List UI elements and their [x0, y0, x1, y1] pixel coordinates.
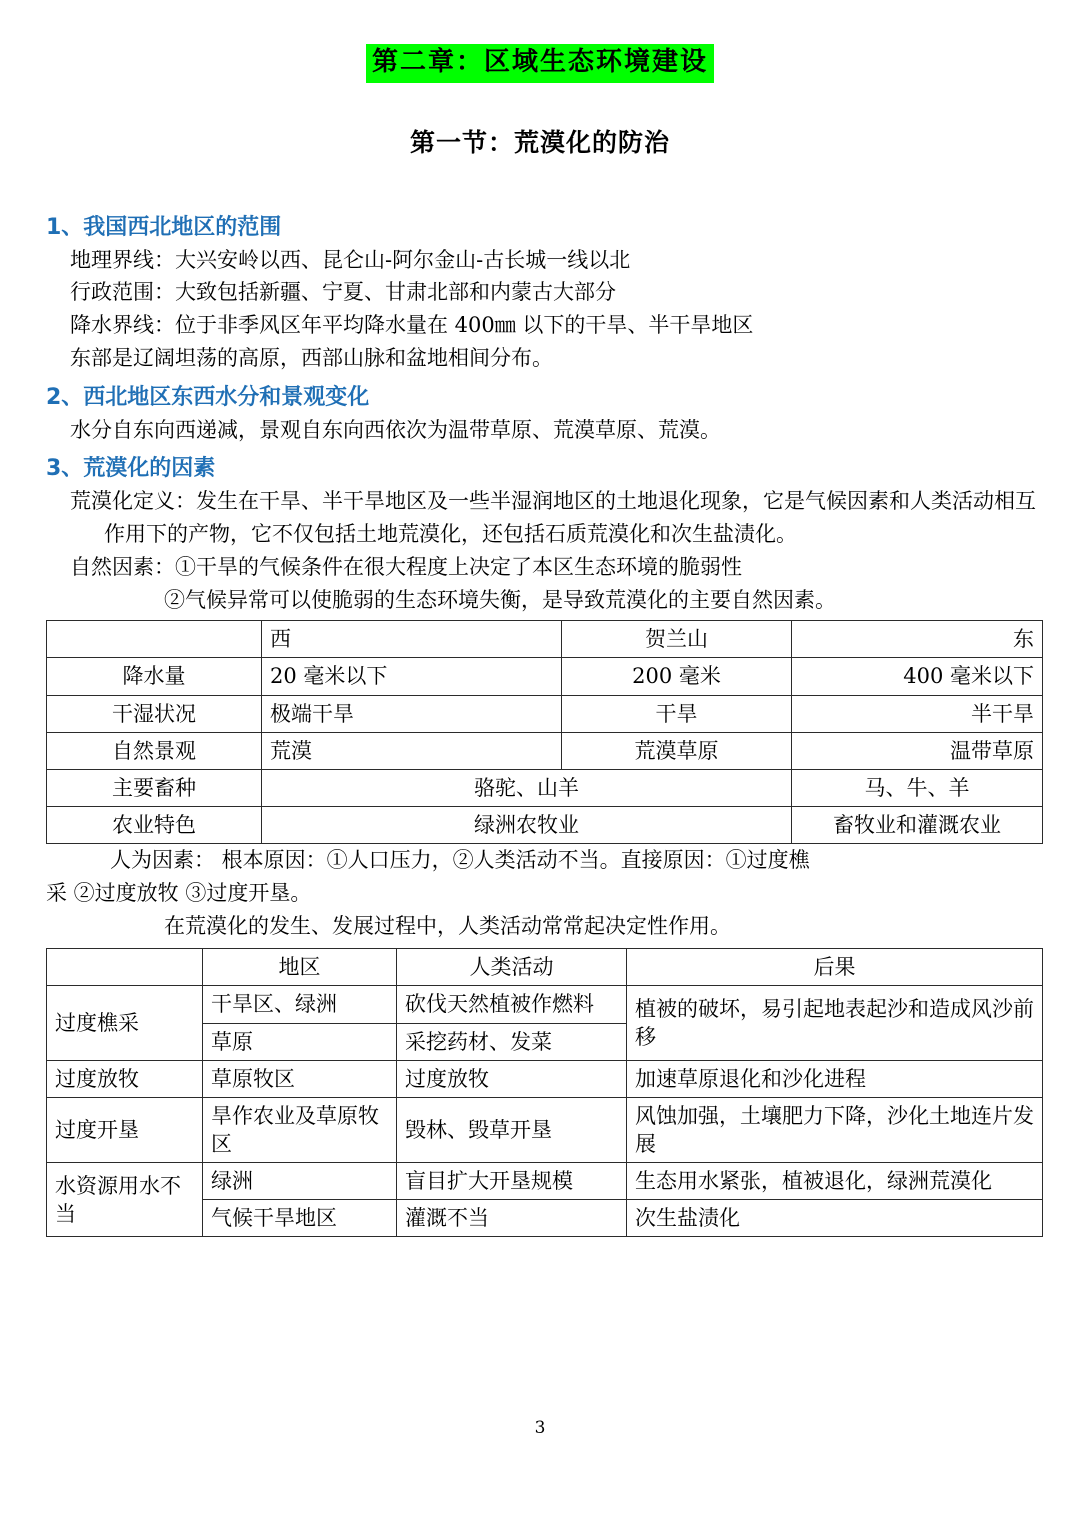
- t2-activity-0-0: 砍伐天然植被作燃料: [397, 986, 627, 1023]
- t1-merged0-right: 马、牛、羊: [792, 769, 1043, 806]
- t2-header-result: 后果: [627, 949, 1043, 986]
- table-human-activities: [46, 948, 1043, 1237]
- human-factors-line-2: 采 ②过度放牧 ③过度开垦。: [46, 880, 312, 905]
- table-row: [47, 949, 1043, 986]
- t2-activity-3-1: 灌溉不当: [397, 1200, 627, 1237]
- t2-region-2-0: 旱作农业及草原牧区: [203, 1097, 397, 1162]
- table-row: [47, 732, 1043, 769]
- t2-category-3: 水资源用水不当: [47, 1163, 203, 1237]
- t1-merged0-left: 骆驼、山羊: [262, 769, 792, 806]
- t1-merged1-label: 农业特色: [47, 806, 262, 843]
- t2-activity-1-0: 过度放牧: [397, 1060, 627, 1097]
- t2-result-3: 生态用水紧张，植被退化，绿洲荒漠化: [627, 1163, 1043, 1200]
- chapter-title-container: [0, 44, 1080, 83]
- human-factors-line-1: 人为因素： 根本原因：①人口压力，②人类活动不当。直接原因：①过度樵: [110, 848, 810, 872]
- table-row: [47, 695, 1043, 732]
- t2-region-1-0: 草原牧区: [203, 1060, 397, 1097]
- t1-row0-mid: 200 毫米: [562, 658, 792, 695]
- t1-header-east: 东: [792, 621, 1043, 658]
- t1-row2-label: 自然景观: [47, 732, 262, 769]
- t2-activity-3-0: 盲目扩大开垦规模: [397, 1163, 627, 1200]
- t1-header-west: 西: [262, 621, 562, 658]
- t1-row2-mid: 荒漠草原: [562, 732, 792, 769]
- t2-category-1: 过度放牧: [47, 1060, 203, 1097]
- natural-factor-1: 自然因素：①干旱的气候条件在很大程度上决定了本区生态环境的脆弱性: [70, 554, 742, 579]
- section-1-line-3: 降水界线：位于非季风区年平均降水量在 400㎜ 以下的干旱、半干旱地区: [70, 313, 754, 337]
- t1-row1-label: 干湿状况: [47, 695, 262, 732]
- t1-row0-label: 降水量: [47, 658, 262, 695]
- table-row: [47, 1060, 1043, 1097]
- t1-merged1-left: 绿洲农牧业: [262, 806, 792, 843]
- table-row: [47, 621, 1043, 658]
- section-heading-3: 3、荒漠化的因素: [46, 456, 216, 482]
- t2-result-1: 加速草原退化和沙化进程: [627, 1060, 1043, 1097]
- t1-row2-west: 荒漠: [262, 732, 562, 769]
- t2-activity-0-1: 采挖药材、发菜: [397, 1023, 627, 1060]
- table-row: [47, 658, 1043, 695]
- chapter-title: 第二章：区域生态环境建设: [366, 44, 714, 83]
- t1-row1-west: 极端干旱: [262, 695, 562, 732]
- t2-result-3b: 次生盐渍化: [627, 1200, 1043, 1237]
- t2-region-0-0: 干旱区、绿洲: [203, 986, 397, 1023]
- t2-result-0: 植被的破坏，易引起地表起沙和造成风沙前移: [627, 986, 1043, 1060]
- section-heading-1: 1、我国西北地区的范围: [46, 214, 282, 240]
- t2-header-blank: [47, 949, 203, 986]
- section-1-line-2: 行政范围：大致包括新疆、宁夏、甘肃北部和内蒙古大部分: [70, 280, 616, 305]
- t2-category-0: 过度樵采: [47, 986, 203, 1060]
- t1-header-blank: [47, 621, 262, 658]
- human-factors-line-3: 在荒漠化的发生、发展过程中，人类活动常常起决定性作用。: [164, 913, 731, 938]
- table-row: [47, 806, 1043, 843]
- t1-row1-east: 半干旱: [792, 695, 1043, 732]
- t1-header-helanshan: 贺兰山: [562, 621, 792, 658]
- section-1-line-4: 东部是辽阔坦荡的高原，西部山脉和盆地相间分布。: [70, 345, 553, 370]
- page-number: 3: [534, 1418, 546, 1438]
- section-title: 第一节：荒漠化的防治: [409, 127, 670, 157]
- t2-region-3-1: 气候干旱地区: [203, 1200, 397, 1237]
- section-title-container: [0, 123, 1080, 159]
- t2-region-3-0: 绿洲: [203, 1163, 397, 1200]
- t1-row1-mid: 干旱: [562, 695, 792, 732]
- table-west-east-gradient: [46, 620, 1043, 844]
- t2-header-region: 地区: [203, 949, 397, 986]
- section-2-line-1: 水分自东向西递减，景观自东向西依次为温带草原、荒漠草原、荒漠。: [70, 417, 721, 442]
- table-row: [47, 986, 1043, 1023]
- t2-header-activity: 人类活动: [397, 949, 627, 986]
- table-row: [47, 1097, 1043, 1162]
- t2-activity-2-0: 毁林、毁草开垦: [397, 1097, 627, 1162]
- t1-row0-west: 20 毫米以下: [262, 658, 562, 695]
- t1-row2-east: 温带草原: [792, 732, 1043, 769]
- t1-merged1-right: 畜牧业和灌溉农业: [792, 806, 1043, 843]
- t1-merged0-label: 主要畜种: [47, 769, 262, 806]
- document-body: [46, 211, 1042, 1238]
- table-row: [47, 769, 1043, 806]
- table-row: [47, 1163, 1043, 1200]
- t2-category-2: 过度开垦: [47, 1097, 203, 1162]
- t1-row0-east: 400 毫米以下: [792, 658, 1043, 695]
- natural-factor-2: ②气候异常可以使脆弱的生态环境失衡，是导致荒漠化的主要自然因素。: [164, 587, 836, 612]
- desertification-definition: 荒漠化定义：发生在干旱、半干旱地区及一些半湿润地区的土地退化现象，它是气候因素和人类活动相互作用下的产物，它不仅包括土地荒漠化，还包括石质荒漠化和次生盐渍化。: [70, 489, 1036, 546]
- section-heading-2: 2、西北地区东西水分和景观变化: [46, 384, 370, 410]
- section-1-line-1: 地理界线：大兴安岭以西、昆仑山-阿尔金山-古长城一线以北: [70, 247, 631, 272]
- t2-result-2: 风蚀加强，土壤肥力下降，沙化土地连片发展: [627, 1097, 1043, 1162]
- t2-region-0-1: 草原: [203, 1023, 397, 1060]
